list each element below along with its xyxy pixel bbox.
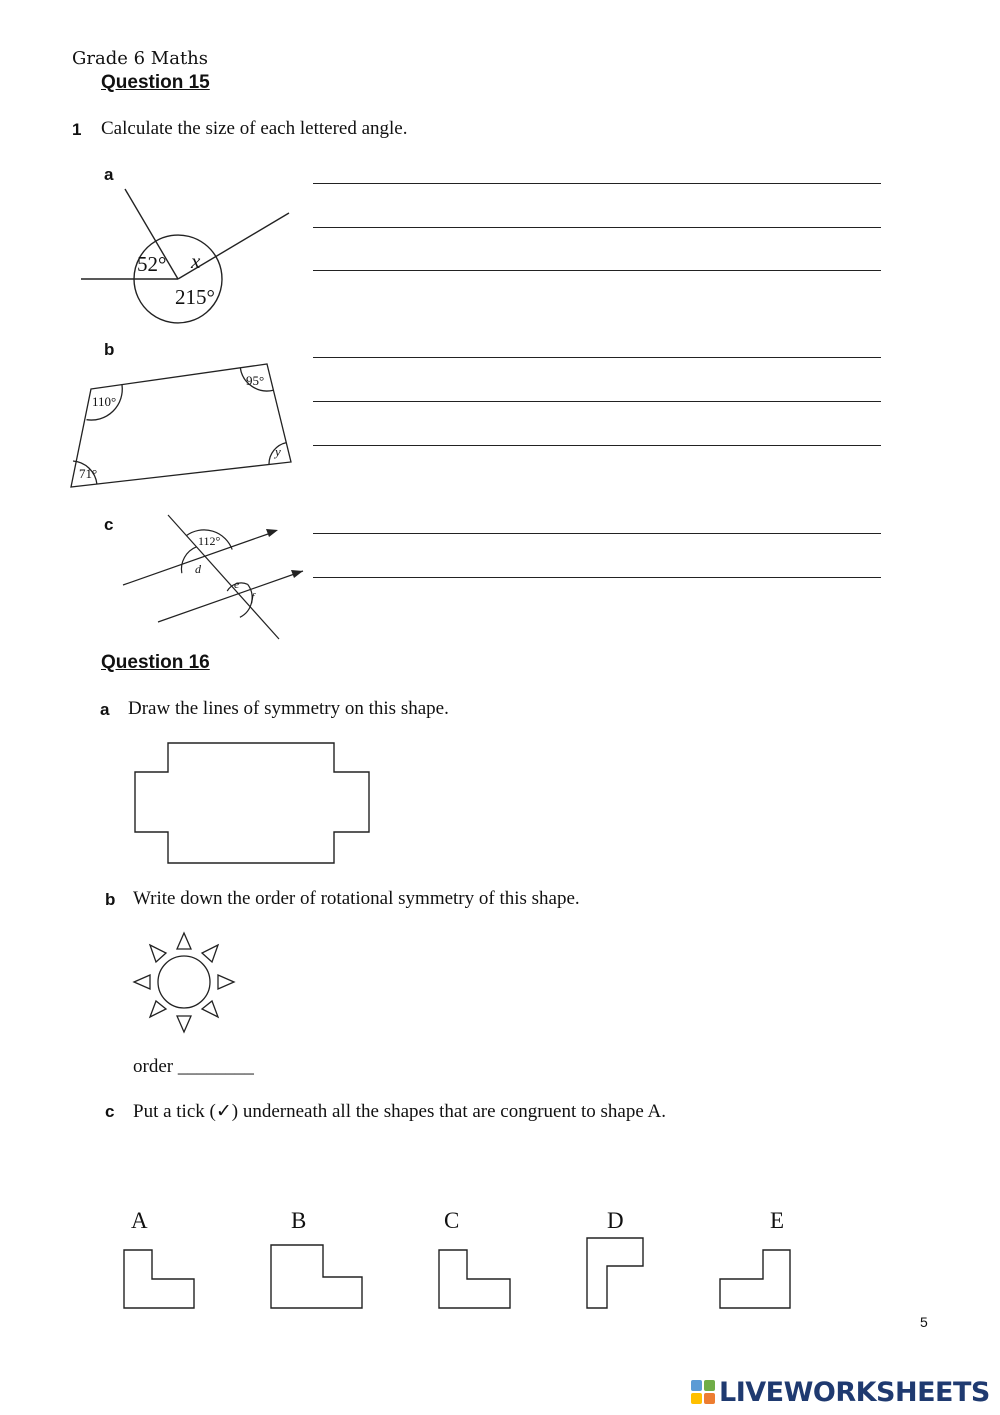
liveworksheets-logo bbox=[690, 1376, 990, 1408]
answer-line[interactable] bbox=[313, 577, 881, 578]
question-15-number: 1 bbox=[72, 120, 82, 139]
tick-area-a[interactable] bbox=[124, 1312, 194, 1313]
question-15-prompt: Calculate the size of each lettered angle. bbox=[101, 118, 408, 139]
question-16b-label: b bbox=[105, 890, 116, 909]
parallel-lines-diagram bbox=[115, 510, 315, 645]
parallel-arrow-icon bbox=[266, 529, 278, 537]
tick-area-d[interactable] bbox=[587, 1312, 643, 1313]
shape-label-d: D bbox=[607, 1208, 624, 1233]
shape-label-b: B bbox=[291, 1208, 307, 1233]
angle-label-95: 95° bbox=[246, 373, 265, 388]
angle-label-71: 71° bbox=[79, 466, 98, 481]
answer-line[interactable] bbox=[313, 270, 881, 271]
liveworksheets-grid-icon bbox=[690, 1379, 716, 1405]
angle-label-e: e bbox=[234, 577, 240, 591]
l-shapes-row bbox=[115, 1230, 805, 1315]
liveworksheets-wordmark: LIVEWORKSHEETS bbox=[719, 1376, 990, 1408]
answer-line[interactable] bbox=[313, 183, 881, 184]
angle-label-f: f bbox=[251, 590, 255, 604]
part-c-label: c bbox=[104, 515, 114, 534]
question-16b-prompt: Write down the order of rotational symmetry of this shape. bbox=[133, 888, 580, 909]
quadrilateral-diagram bbox=[65, 355, 305, 495]
sun-shape-diagram bbox=[128, 925, 243, 1040]
angle-label-52: 52° bbox=[137, 252, 167, 276]
shape-a bbox=[124, 1250, 194, 1308]
tick-area-b[interactable] bbox=[271, 1312, 362, 1313]
shape-label-c: C bbox=[444, 1208, 460, 1233]
angles-at-point-diagram bbox=[75, 180, 295, 325]
tick-area-e[interactable] bbox=[720, 1312, 790, 1313]
angle-label-d: d bbox=[195, 562, 201, 576]
shape-e bbox=[720, 1250, 790, 1308]
tick-area-c[interactable] bbox=[439, 1312, 510, 1313]
angle-label-215: 215° bbox=[175, 285, 215, 309]
question-16a-label: a bbox=[100, 700, 110, 719]
answer-line[interactable] bbox=[313, 401, 881, 402]
worksheet-grade: Grade 6 Maths bbox=[72, 48, 209, 69]
answer-line[interactable] bbox=[313, 227, 881, 228]
shape-d bbox=[587, 1238, 643, 1308]
part-b-label: b bbox=[104, 340, 115, 359]
angle-label-112: 112° bbox=[198, 534, 221, 548]
question-16c-label: c bbox=[105, 1102, 115, 1121]
shape-b bbox=[271, 1245, 362, 1308]
shape-label-e: E bbox=[770, 1208, 785, 1233]
angle-label-y: y bbox=[275, 444, 281, 459]
shape-label-a: A bbox=[131, 1208, 148, 1233]
cross-shape-diagram[interactable] bbox=[130, 737, 375, 869]
question-16-title: Question 16 bbox=[101, 652, 210, 673]
order-answer-field[interactable]: order ________ bbox=[133, 1056, 254, 1077]
part-a-label: a bbox=[104, 165, 114, 184]
page-number: 5 bbox=[920, 1314, 928, 1330]
shape-c bbox=[439, 1250, 510, 1308]
question-15-title: Question 15 bbox=[101, 72, 210, 93]
question-16a-prompt: Draw the lines of symmetry on this shape. bbox=[128, 698, 449, 719]
question-16c-prompt: Put a tick (✓) underneath all the shapes that are congruent to shape A. bbox=[133, 1101, 666, 1122]
parallel-arrow-icon bbox=[291, 570, 303, 578]
answer-line[interactable] bbox=[313, 357, 881, 358]
angle-label-110: 110° bbox=[92, 394, 117, 409]
answer-line[interactable] bbox=[313, 533, 881, 534]
angle-label-x: x bbox=[191, 249, 201, 273]
answer-line[interactable] bbox=[313, 445, 881, 446]
